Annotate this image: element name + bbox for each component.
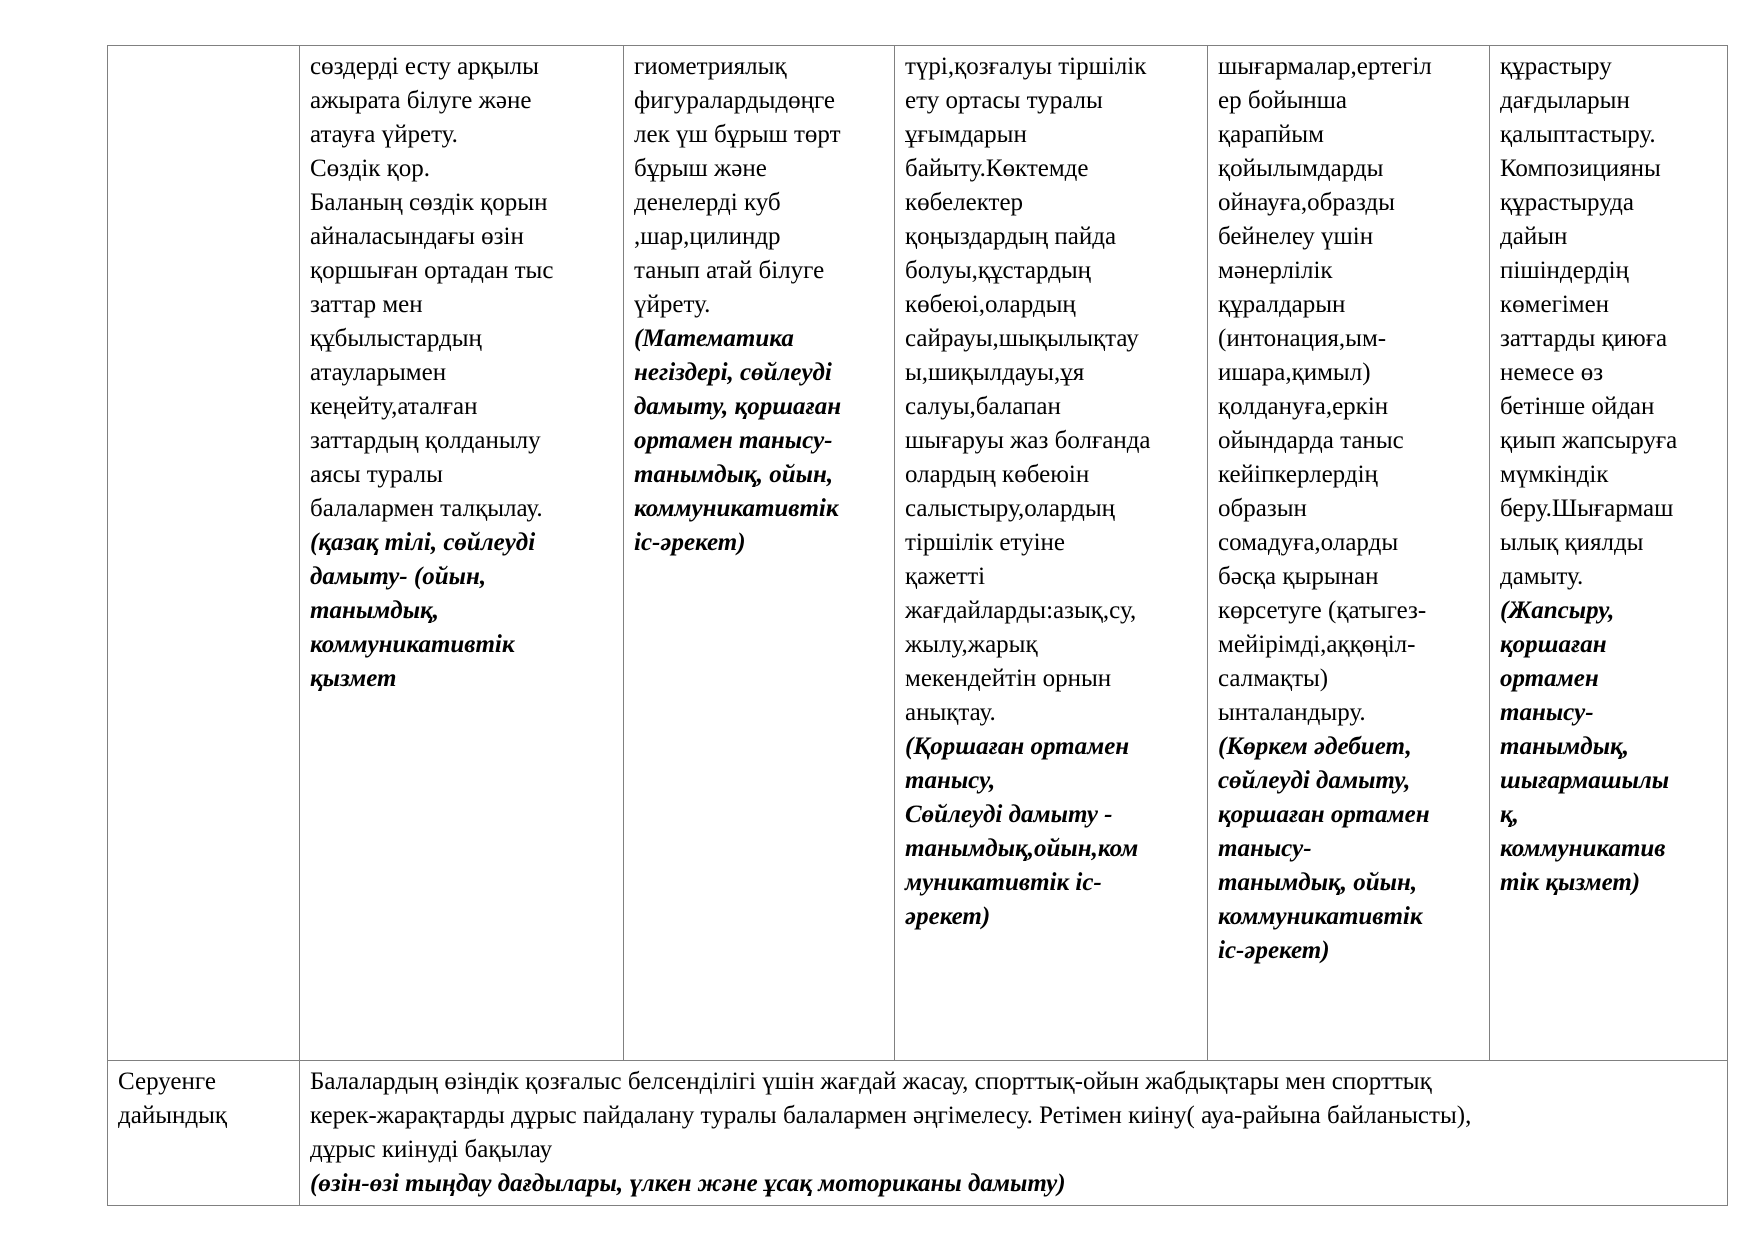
cell-text bbox=[310, 50, 613, 696]
text-line: Композицияны bbox=[1500, 155, 1661, 182]
text-line: ойындарда таныс bbox=[1218, 427, 1404, 454]
text-line: тіршілік етуіне bbox=[905, 529, 1065, 556]
text-line: тік қызмет) bbox=[1500, 869, 1641, 896]
text-line: сайрауы,шықылықтау bbox=[905, 325, 1139, 352]
text-line: мейірімді,аққөңіл- bbox=[1218, 631, 1416, 658]
text-line: көбеюі,олардың bbox=[905, 291, 1076, 318]
text-line: атауларымен bbox=[310, 359, 447, 386]
text-line: шығармашылы bbox=[1500, 767, 1670, 794]
text-line: ылық қиялды bbox=[1500, 529, 1644, 556]
text-line: құбылыстардың bbox=[310, 325, 482, 352]
text-line: Сөйлеуді дамыту - bbox=[905, 801, 1113, 828]
text-line: гиометриялық bbox=[634, 53, 787, 80]
text-line: аясы туралы bbox=[310, 461, 443, 488]
text-line: қ, bbox=[1500, 801, 1519, 828]
text-line: дамыту. bbox=[1500, 563, 1584, 590]
text-line: керек-жарақтарды дұрыс пайдалану туралы балалармен әңгімелесу. Ретімен киіну( ауа-райына байланысты), bbox=[310, 1102, 1472, 1129]
cell-text bbox=[1500, 50, 1717, 900]
text-line: қызмет bbox=[310, 665, 397, 692]
text-line: ету ортасы туралы bbox=[905, 87, 1103, 114]
text-line: сөздерді есту арқылы bbox=[310, 53, 539, 80]
text-line: ы,шиқылдауы,ұя bbox=[905, 359, 1085, 386]
text-line: мекендейтін орнын bbox=[905, 665, 1112, 692]
text-line: беру.Шығармаш bbox=[1500, 495, 1674, 522]
text-line: ер бойынша bbox=[1218, 87, 1347, 114]
text-line: муникативтік іс- bbox=[905, 869, 1102, 896]
text-line: танысу, bbox=[905, 767, 996, 794]
text-line: түрі,қозғалуы тіршілік bbox=[905, 53, 1147, 80]
cell-text bbox=[634, 50, 884, 560]
cell-text bbox=[1218, 50, 1479, 968]
text-line: шығармалар,ертегіл bbox=[1218, 53, 1432, 80]
row-label-walk-prep bbox=[108, 1061, 300, 1206]
text-line: (Жапсыру, bbox=[1500, 597, 1615, 624]
text-line: салыстыру,олардың bbox=[905, 495, 1116, 522]
text-line: дұрыс киінуді бақылау bbox=[310, 1136, 553, 1163]
text-line: құрастыру bbox=[1500, 53, 1612, 80]
text-line: құралдарын bbox=[1218, 291, 1346, 318]
text-line: пішіндердің bbox=[1500, 257, 1629, 284]
text-line: балалармен талқылау. bbox=[310, 495, 543, 522]
text-line: (өзін-өзі тыңдау дағдылары, үлкен және ұсақ моториканы дамыту) bbox=[310, 1170, 1066, 1197]
cell-text bbox=[905, 50, 1197, 934]
text-line: фигуралардыдөңге bbox=[634, 87, 836, 114]
text-line: заттардың қолданылу bbox=[310, 427, 541, 454]
text-line: коммуникатив bbox=[1500, 835, 1666, 862]
table-row-activities bbox=[108, 46, 1728, 1061]
text-line: анықтау. bbox=[905, 699, 996, 726]
text-line: лек үш бұрыш төрт bbox=[634, 121, 841, 148]
text-line: көмегімен bbox=[1500, 291, 1610, 318]
text-line: ортамен bbox=[1500, 665, 1599, 692]
cell-applique bbox=[1490, 46, 1728, 1061]
text-line: қоршаған ортамен bbox=[1218, 801, 1430, 828]
text-line: коммуникативтік bbox=[310, 631, 515, 658]
text-line: болуы,құстардың bbox=[905, 257, 1092, 284]
text-line: ынталандыру. bbox=[1218, 699, 1366, 726]
text-line: дайын bbox=[1500, 223, 1568, 250]
text-line: ортамен танысу- bbox=[634, 427, 833, 454]
text-line: бұрыш және bbox=[634, 155, 767, 182]
cell-language bbox=[300, 46, 624, 1061]
text-line: іс-әрекет) bbox=[634, 529, 746, 556]
text-line: қарапйым bbox=[1218, 121, 1324, 148]
text-line: шығаруы жаз болғанда bbox=[905, 427, 1151, 454]
text-line: танып атай білуге bbox=[634, 257, 825, 284]
text-line: жағдайларды:азық,су, bbox=[905, 597, 1137, 624]
text-line: коммуникативтік bbox=[634, 495, 839, 522]
text-line: қоршаған bbox=[1500, 631, 1607, 658]
row-label-cell-empty bbox=[108, 46, 300, 1061]
text-line: Сөздік қор. bbox=[310, 155, 431, 182]
text-line: танысу- bbox=[1218, 835, 1312, 862]
text-line: бәсқа қырынан bbox=[1218, 563, 1379, 590]
text-line: айналасындағы өзін bbox=[310, 223, 524, 250]
text-line: заттарды қиюға bbox=[1500, 325, 1668, 352]
text-line: (Математика bbox=[634, 325, 794, 352]
text-line: сөйлеуді дамыту, bbox=[1218, 767, 1411, 794]
text-line: байыту.Көктемде bbox=[905, 155, 1089, 182]
text-line: салуы,балапан bbox=[905, 393, 1061, 420]
text-line: кеңейту,аталған bbox=[310, 393, 478, 420]
text-line: қоршыған ортадан тыс bbox=[310, 257, 554, 284]
text-line: немесе өз bbox=[1500, 359, 1604, 386]
text-line: ойнауға,образды bbox=[1218, 189, 1395, 216]
text-line: мүмкіндік bbox=[1500, 461, 1609, 488]
text-line: дамыту- (ойын, bbox=[310, 563, 487, 590]
cell-literature bbox=[1208, 46, 1490, 1061]
text-line: атауға үйрету. bbox=[310, 121, 458, 148]
text-line: (қазақ тілі, сөйлеуді bbox=[310, 529, 536, 556]
text-line: ,шар,цилиндр bbox=[634, 223, 781, 250]
text-line: қиып жапсыруға bbox=[1500, 427, 1678, 454]
text-line: Баланың сөздік қорын bbox=[310, 189, 548, 216]
text-line: әрекет) bbox=[905, 903, 991, 930]
text-line: негіздері, сөйлеуді bbox=[634, 359, 832, 386]
text-line: олардың көбеюін bbox=[905, 461, 1090, 488]
text-line: Балалардың өзіндік қозғалыс белсенділігі үшін жағдай жасау, спорттық-ойын жабдықтары мен спорттық bbox=[310, 1068, 1432, 1095]
row-label-line: дайындық bbox=[118, 1102, 228, 1129]
text-line: кейіпкерлердің bbox=[1218, 461, 1378, 488]
text-line: мәнерлілік bbox=[1218, 257, 1333, 284]
text-line: танымдық,ойын,ком bbox=[905, 835, 1139, 862]
text-line: құрастыруда bbox=[1500, 189, 1634, 216]
text-line: бетінше ойдан bbox=[1500, 393, 1655, 420]
text-line: көрсетуге (қатыгез- bbox=[1218, 597, 1427, 624]
text-line: танымдық, bbox=[310, 597, 439, 624]
text-line: қалыптастыру. bbox=[1500, 121, 1656, 148]
text-line: жылу,жарық bbox=[905, 631, 1038, 658]
text-line: заттар мен bbox=[310, 291, 423, 318]
text-line: қоңыздардың пайда bbox=[905, 223, 1117, 250]
text-line: сомадуға,оларды bbox=[1218, 529, 1399, 556]
text-line: салмақты) bbox=[1218, 665, 1329, 692]
text-line: көбелектер bbox=[905, 189, 1024, 216]
schedule-table bbox=[107, 45, 1728, 1206]
text-line: образын bbox=[1218, 495, 1307, 522]
text-line: танымдық, bbox=[1500, 733, 1629, 760]
text-line: танымдық, ойын, bbox=[634, 461, 834, 488]
cell-walk-prep-content bbox=[300, 1061, 1728, 1206]
text-line: танысу- bbox=[1500, 699, 1594, 726]
text-line: қажетті bbox=[905, 563, 986, 590]
text-line: коммуникативтік bbox=[1218, 903, 1423, 930]
text-line: іс-әрекет) bbox=[1218, 937, 1330, 964]
text-line: танымдық, ойын, bbox=[1218, 869, 1418, 896]
text-line: үйрету. bbox=[634, 291, 711, 318]
row-label-line: Серуенге bbox=[118, 1068, 216, 1095]
text-line: (Қоршаған ортамен bbox=[905, 733, 1130, 760]
text-line: қолдануға,еркін bbox=[1218, 393, 1389, 420]
cell-math bbox=[624, 46, 895, 1061]
text-line: дамыту, қоршаған bbox=[634, 393, 842, 420]
text-line: бейнелеу үшін bbox=[1218, 223, 1374, 250]
text-line: ажырата білуге және bbox=[310, 87, 532, 114]
text-line: денелерді куб bbox=[634, 189, 781, 216]
text-line: қойылымдарды bbox=[1218, 155, 1384, 182]
text-line: (Көркем әдебиет, bbox=[1218, 733, 1412, 760]
text-line: ұғымдарын bbox=[905, 121, 1027, 148]
cell-text bbox=[310, 1065, 1717, 1201]
table-row-walk-prep bbox=[108, 1061, 1728, 1206]
cell-environment bbox=[895, 46, 1208, 1061]
text-line: дағдыларын bbox=[1500, 87, 1630, 114]
text-line: ишара,қимыл) bbox=[1218, 359, 1371, 386]
text-line: (интонация,ым- bbox=[1218, 325, 1387, 352]
